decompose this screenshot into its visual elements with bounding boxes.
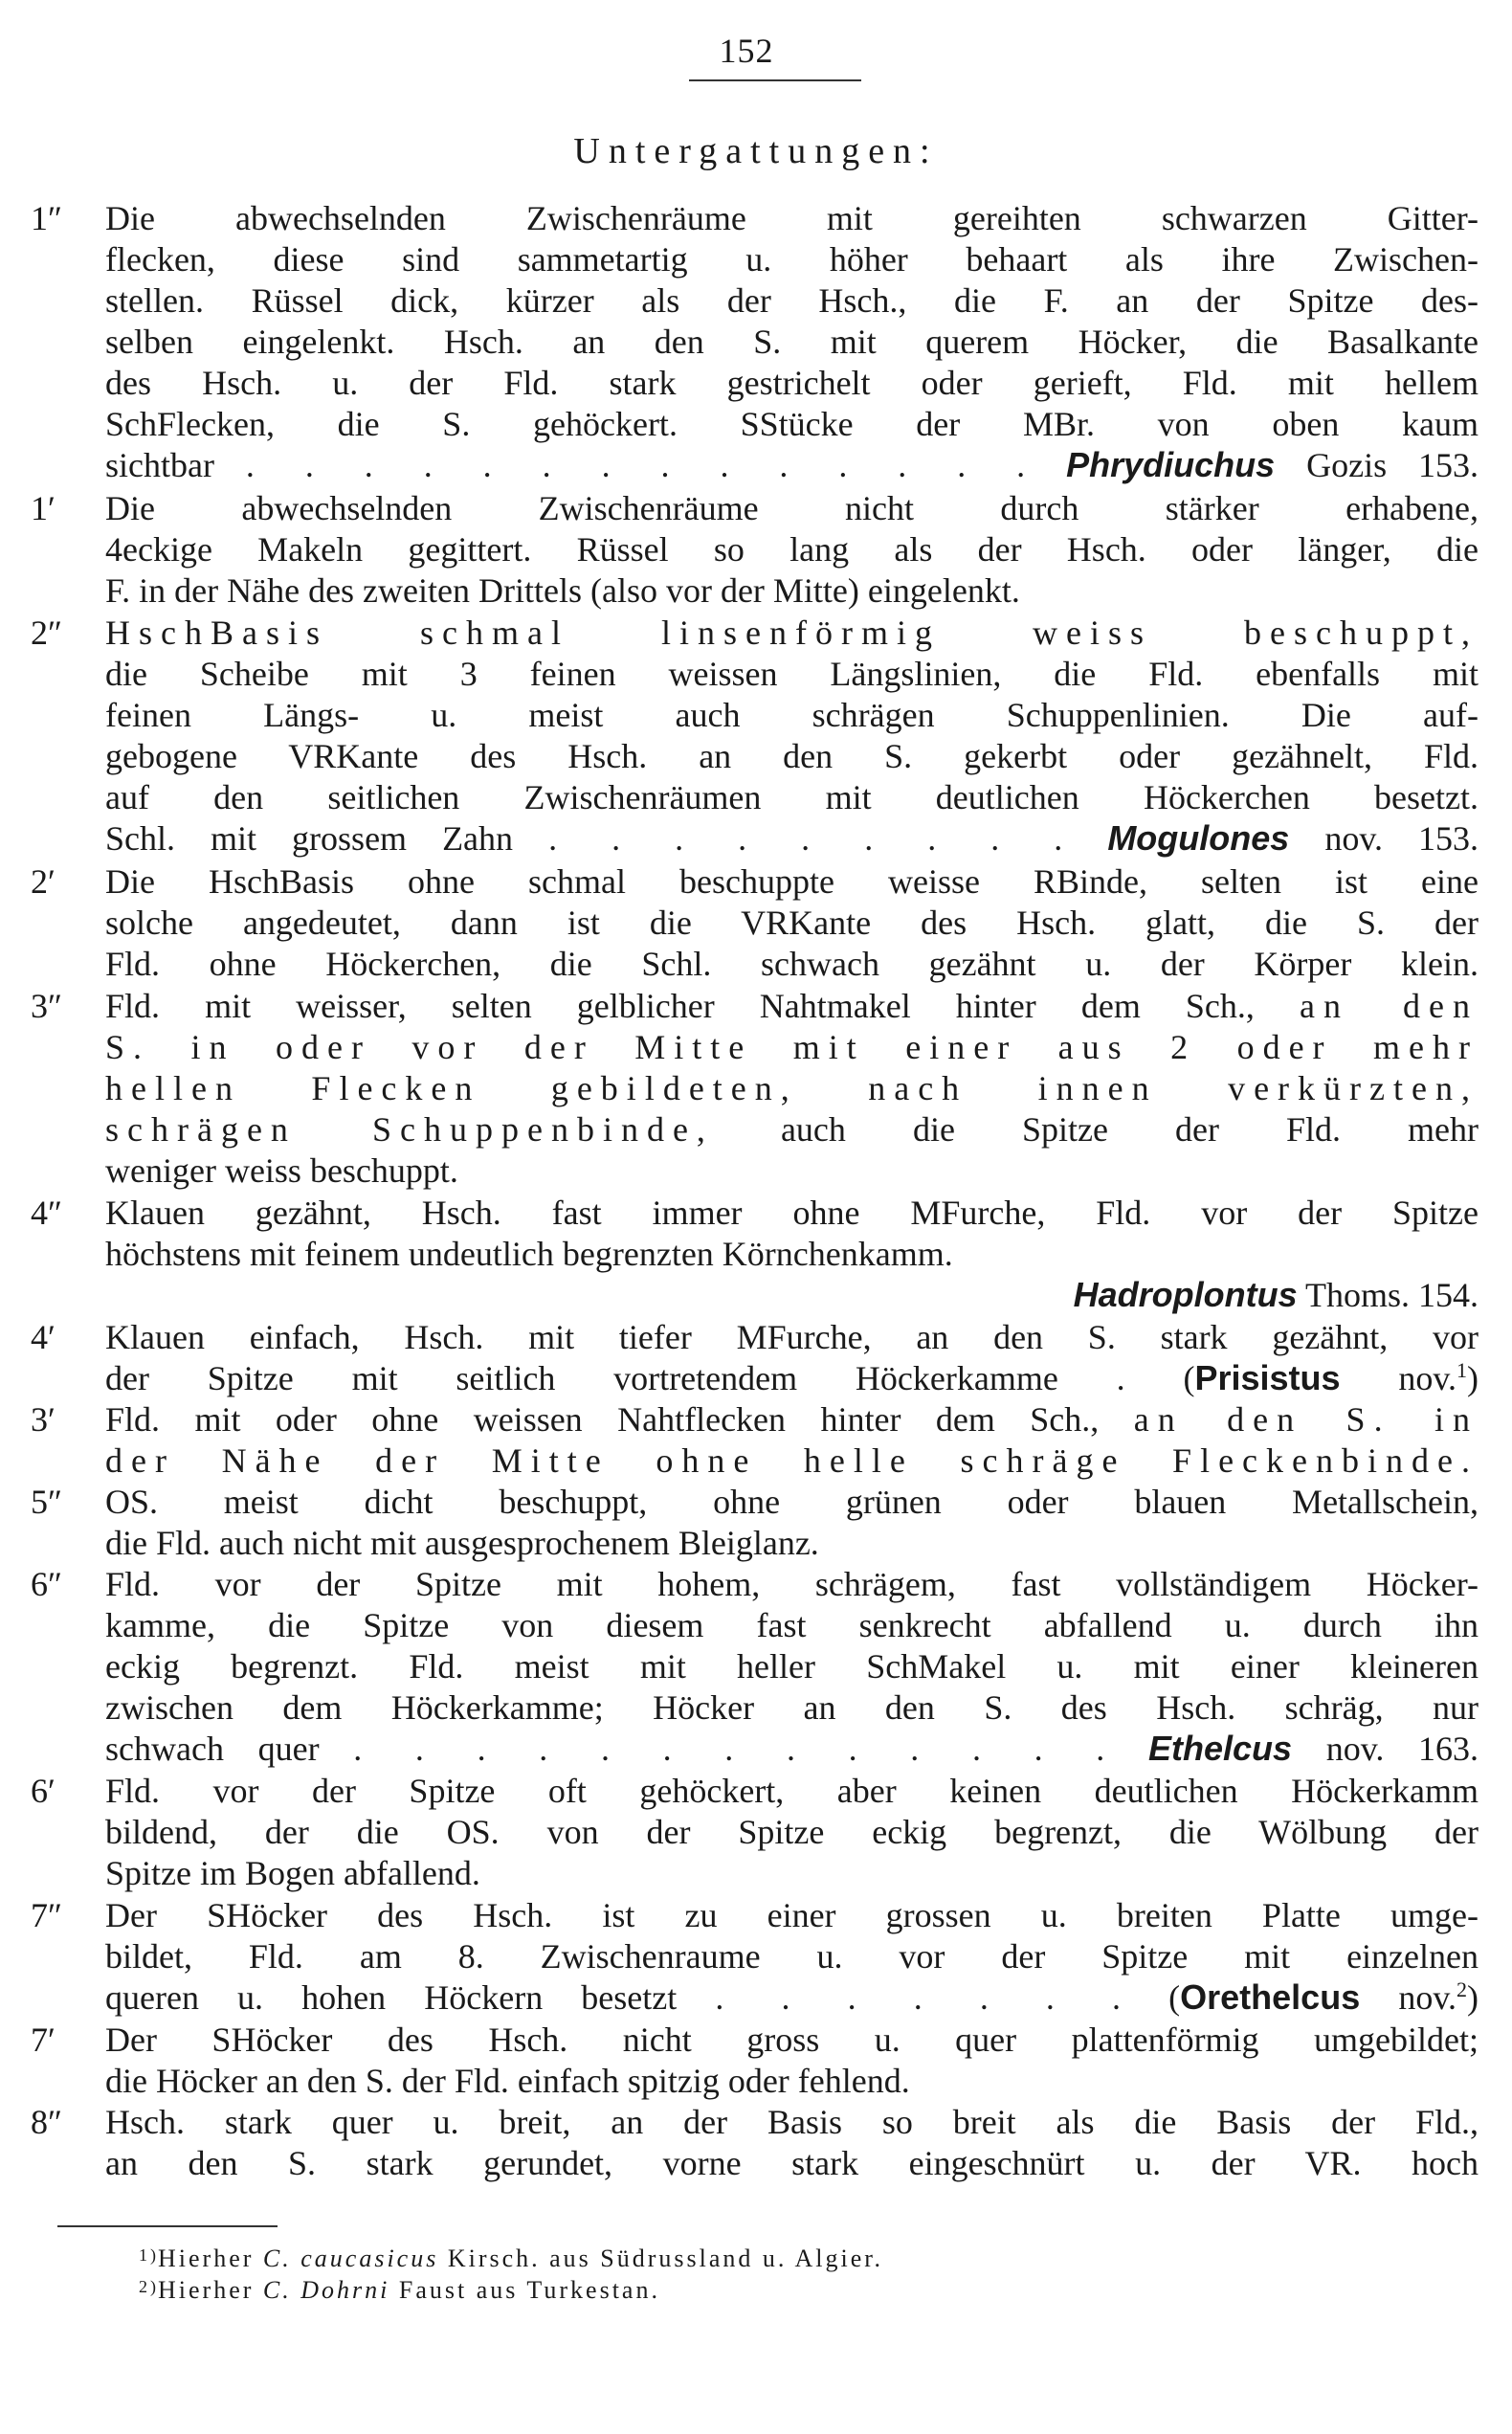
key-number: 8″ [31,2103,62,2141]
genus-author: Thoms. 154. [1304,1276,1479,1314]
text-line: Die abwechselnden Zwischenräume mit gereihten schwarzen Gitter- [105,199,1479,237]
text-line: Klauen einfach, Hsch. mit tiefer MFurche, an den S. stark gezähnt, vor [105,1318,1479,1356]
text-line: die Fld. auch nicht mit ausgesprochenem Bleiglanz. [105,1524,819,1562]
genus-author: nov. 163. [1325,1730,1479,1768]
text-line: 4eckige Makeln gegittert. Rüssel so lang als der Hsch. oder länger, die [105,530,1479,569]
footnote-text: Hierher [158,2276,255,2304]
result-text: schwach quer [105,1730,320,1768]
text-line: Spitze im Bogen abfallend. [105,1854,480,1892]
key-number: 4′ [31,1318,56,1356]
genus-name: Prisistus [1194,1358,1341,1397]
footnote [139,2244,883,2273]
genus-name: Hadroplontus [1073,1275,1298,1314]
footnote-ref: 2 [1456,1977,1467,2001]
text-line: F. in der Nähe des zweiten Drittels (also vor der Mitte) eingelenkt. [105,571,1020,610]
text-line: Der SHöcker des Hsch. ist zu einer grossen u. breiten Platte umge- [105,1896,1479,1934]
key-result-line [105,1358,1479,1398]
footnote-text: Hierher [158,2244,255,2272]
key-number: 1″ [31,199,62,237]
key-result-line [105,445,1479,485]
text-line: Klauen gezähnt, Hsch. fast immer ohne MFurche, Fld. vor der Spitze [105,1194,1479,1232]
spaced-line: hellen Flecken gebildeten, nach innen verkürzten, [105,1069,1479,1107]
key-number: 6′ [31,1772,56,1810]
text-line: an den S. stark gerundet, vorne stark eingeschnürt u. der VR. hoch [105,2144,1479,2182]
text-line: Der SHöcker des Hsch. nicht gross u. quer plattenförmig umgebildet; [105,2021,1479,2059]
key-number: 7″ [31,1896,62,1934]
text-line: weniger weiss beschuppt. [105,1151,458,1190]
footnote-rule [57,2225,278,2227]
text-line: selben eingelenkt. Hsch. an den S. mit querem Höcker, die Basalkante [105,323,1479,361]
text-line: eckig begrenzt. Fld. meist mit heller SchMakel u. mit einer kleineren [105,1647,1479,1686]
key-number: 2′ [31,862,56,901]
key-number: 7′ [31,2021,56,2059]
leader-dots: . . . . . . . . . [548,819,1073,858]
header-rule [689,79,861,81]
text-line: zwischen dem Höckerkamme; Höcker an den S. des Hsch. schräg, nur [105,1688,1479,1727]
text-line: flecken, diese sind sammetartig u. höher behaart als ihre Zwischen- [105,240,1479,279]
footnote-text: Faust aus Turkestan. [398,2276,660,2304]
result-text: sichtbar [105,446,214,484]
key-number: 3″ [31,987,62,1025]
genus-name: Ethelcus [1147,1729,1293,1768]
text-line: Fld. vor der Spitze oft gehöckert, aber keinen deutlichen Höckerkamm [105,1772,1479,1810]
text-line: OS. meist dicht beschuppt, ohne grünen oder blauen Metallschein, [105,1483,1479,1521]
key-number: 4″ [31,1194,62,1232]
text-line: solche angedeutet, dann ist die VRKante des Hsch. glatt, die S. der [105,904,1479,942]
key-number: 5″ [31,1483,62,1521]
footnote-species: C. Dohrni [262,2276,390,2304]
text-line: auf den seitlichen Zwischenräumen mit deutlichen Höckerchen besetzt. [105,778,1479,816]
text-line: bildet, Fld. am 8. Zwischenraume u. vor der Spitze mit einzelnen [105,1937,1479,1976]
genus-author: Gozis 153. [1306,446,1479,484]
section-title: Untergattungen: [573,131,939,171]
text-line: die Scheibe mit 3 feinen weissen Längslinien, die Fld. ebenfalls mit [105,655,1479,693]
text-line: SchFlecken, die S. gehöckert. SStücke der MBr. von oben kaum [105,405,1479,443]
text-line [105,1399,1479,1440]
text-line: höchstens mit feinem undeutlich begrenzten Körnchenkamm. [105,1235,953,1273]
text-segment: Fld. mit oder ohne weissen Nahtflecken hinter dem Sch., [105,1400,1100,1439]
key-result-line [105,1977,1479,2018]
paren-open: ( [1168,1978,1181,2017]
footnote-species: C. caucasicus [262,2244,439,2272]
text-line [105,1109,1479,1150]
text-line: Die abwechselnden Zwischenräume nicht durch stärker erhabene, [105,489,1479,527]
text-line: bildend, der die OS. von der Spitze eckig begrenzt, die Wölbung der [105,1813,1479,1851]
spaced-line: S. in oder vor der Mitte mit einer aus 2 oder mehr [105,1028,1479,1066]
footnote-text: Kirsch. aus Südrussland u. Algier. [447,2244,883,2272]
key-result-line [105,818,1479,859]
result-text: Schl. mit grossem Zahn [105,819,514,858]
key-number: 2″ [31,614,62,652]
spaced-segment: an den S. in [1133,1400,1479,1439]
footnote-mark: 1) [139,2245,159,2265]
text-line: gebogene VRKante des Hsch. an den S. gekerbt oder gezähnelt, Fld. [105,737,1479,775]
paren-close: ) [1467,1978,1479,2017]
genus-name: Mogulones [1107,818,1290,858]
spaced-line: der Nähe der Mitte ohne helle schräge Fleckenbinde. [105,1441,1479,1480]
paren-open: ( [1183,1359,1195,1397]
key-number: 3′ [31,1400,56,1439]
genus-name: Phrydiuchus [1066,445,1276,484]
text-line: feinen Längs- u. meist auch schrägen Schuppenlinien. Die auf- [105,696,1479,734]
result-text: queren u. hohen Höckern besetzt [105,1978,678,2017]
leader-dots: . . . . . . . . . . . . . . [245,446,1035,484]
spaced-line: HschBasis schmal linsenförmig weiss beschuppt, [105,614,1479,652]
text-segment: Fld. mit weisser, selten gelblicher Nahtmakel hinter dem Sch., [105,987,1255,1025]
text-line: des Hsch. u. der Fld. stark gestrichelt oder gerieft, Fld. mit hellem [105,364,1479,402]
text-line: Fld. vor der Spitze mit hohem, schrägem, fast vollständigem Höcker- [105,1565,1479,1603]
spaced-segment: schrägen Schuppenbinde, [105,1110,714,1149]
genus-name: Orethelcus [1180,1977,1361,2017]
text-line: Hsch. stark quer u. breit, an der Basis so breit als die Basis der Fld., [105,2103,1479,2141]
result-text: der Spitze mit seitlich vortretendem Höckerkamme . [105,1359,1125,1397]
text-line: die Höcker an den S. der Fld. einfach spitzig oder fehlend. [105,2062,910,2100]
text-line [105,986,1479,1026]
text-segment: auch die Spitze der Fld. mehr [780,1110,1479,1149]
page-number: 152 [719,32,774,70]
spaced-segment: an den [1299,987,1479,1025]
genus-author: nov. 153. [1324,819,1479,858]
text-line: stellen. Rüssel dick, kürzer als der Hsch., die F. an der Spitze des- [105,281,1479,320]
genus-author: nov. [1398,1978,1456,2017]
key-result-line [105,1729,1479,1769]
footnote [139,2276,660,2305]
text-line: Fld. ohne Höckerchen, die Schl. schwach gezähnt u. der Körper klein. [105,945,1479,983]
footnote-ref: 1 [1456,1358,1467,1382]
footnote-mark: 2) [139,2277,159,2296]
key-result-line [105,1275,1479,1315]
key-number: 6″ [31,1565,62,1603]
paren-close: ) [1467,1359,1479,1397]
text-line: kamme, die Spitze von diesem fast senkrecht abfallend u. durch ihn [105,1606,1479,1644]
text-line: Die HschBasis ohne schmal beschuppte weisse RBinde, selten ist eine [105,862,1479,901]
genus-author: nov. [1398,1359,1456,1397]
key-number: 1′ [31,489,56,527]
leader-dots: . . . . . . . . . . . . . [353,1730,1115,1768]
leader-dots: . . . . . . . [715,1978,1131,2017]
